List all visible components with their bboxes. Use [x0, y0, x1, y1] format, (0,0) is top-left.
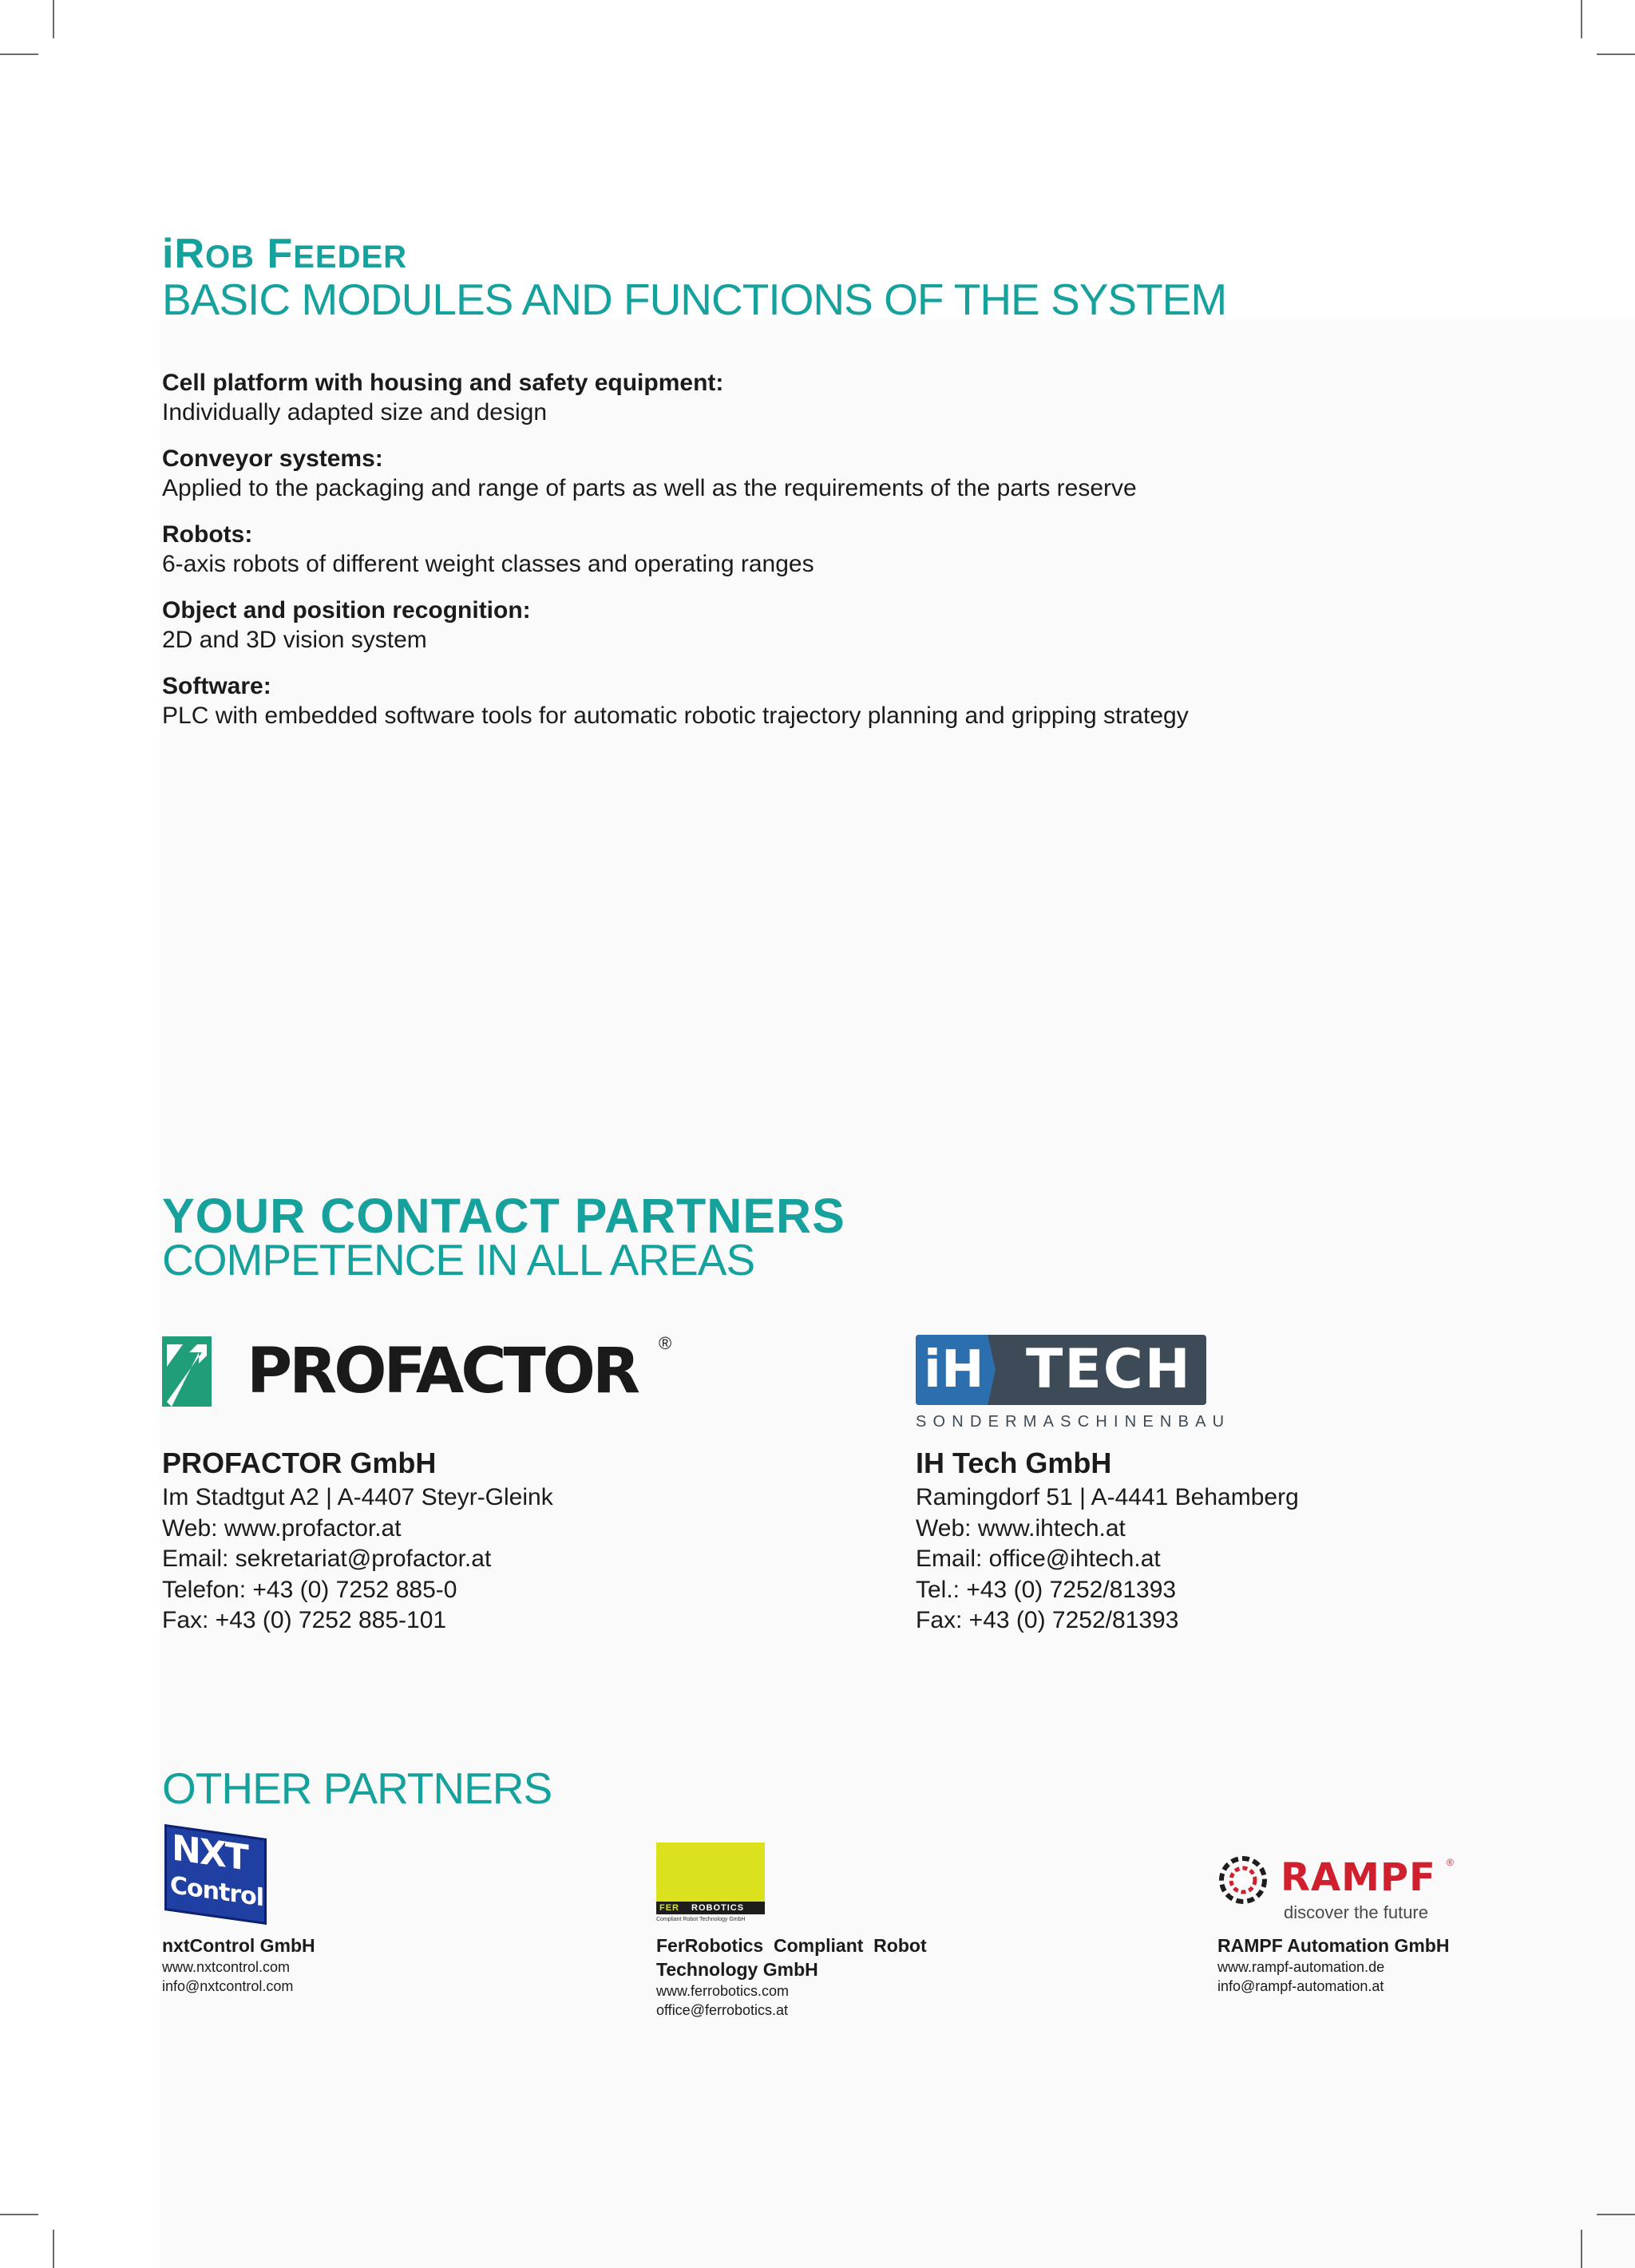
crop-mark — [1581, 2230, 1582, 2268]
ferrobotics-logo-bar — [656, 1902, 765, 1914]
partner-web[interactable]: www.nxtcontrol.com — [162, 1959, 291, 1975]
ihtech-logo-ih: iH — [924, 1340, 984, 1399]
ferrobotics-info — [656, 1934, 927, 2020]
company-address: Ramingdorf 51 | A-4441 Behamberg — [916, 1484, 1299, 1510]
ferrobotics-logo — [656, 1843, 765, 1926]
company-web[interactable]: Web: www.ihtech.at — [916, 1514, 1126, 1542]
module-text: Individually adapted size and design — [162, 399, 548, 425]
company-phone: Tel.: +43 (0) 7252/81393 — [916, 1576, 1177, 1603]
profactor-mark-icon — [162, 1336, 212, 1407]
company-phone: Telefon: +43 (0) 7252 885-0 — [162, 1576, 457, 1603]
module-text: Applied to the packaging and range of parts as well as the requirements of the parts reserve — [162, 475, 1137, 501]
title-part — [255, 231, 267, 277]
profactor-logo-text: PROFACTOR — [247, 1336, 638, 1407]
page-subtitle: BASIC MODULES AND FUNCTIONS OF THE SYSTEM — [162, 275, 1227, 324]
partner-email[interactable]: info@nxtcontrol.com — [162, 1978, 294, 1994]
modules-list — [162, 368, 1439, 747]
company-name: PROFACTOR GmbH — [162, 1447, 437, 1479]
partner-name: nxtControl GmbH — [162, 1935, 315, 1956]
crop-mark — [0, 53, 38, 55]
other-partners-title: OTHER PARTNERS — [162, 1763, 552, 1813]
nxtcontrol-logo — [161, 1828, 271, 1924]
ferrobotics-logo-robotics: ROBOTICS — [691, 1903, 745, 1913]
title-part: R — [174, 231, 206, 277]
crop-mark — [1597, 53, 1635, 55]
partner-web[interactable]: www.ferrobotics.com — [656, 1983, 790, 1999]
crop-mark — [1597, 2214, 1635, 2215]
partner-web[interactable]: www.rampf-automation.de — [1217, 1959, 1385, 1975]
module-item — [162, 520, 1439, 579]
ferrobotics-logo-fer: FER — [659, 1903, 679, 1913]
rampf-logo — [1217, 1854, 1456, 1927]
crop-mark — [1581, 0, 1582, 38]
partner-email[interactable]: info@rampf-automation.at — [1217, 1978, 1384, 1994]
profactor-registered-mark: ® — [659, 1333, 672, 1353]
nxtcontrol-logo-box — [164, 1824, 267, 1925]
crop-mark — [53, 2230, 54, 2268]
module-title: Software: — [162, 673, 271, 699]
partner-email[interactable]: office@ferrobotics.at — [656, 2002, 789, 2018]
ihtech-logo — [916, 1335, 1231, 1431]
company-fax: Fax: +43 (0) 7252/81393 — [916, 1607, 1179, 1633]
ihtech-logo-subtitle: SONDERMASCHINENBAU — [916, 1413, 1231, 1431]
crop-mark — [0, 2214, 38, 2215]
partner-name: RAMPF Automation GmbH — [1217, 1935, 1450, 1956]
rampf-registered-mark: ® — [1447, 1857, 1454, 1868]
ferrobotics-logo-yellow — [656, 1843, 765, 1902]
module-text: 6-axis robots of different weight classes and operating ranges — [162, 551, 814, 577]
company-web[interactable]: Web: www.profactor.at — [162, 1514, 402, 1542]
module-text: 2D and 3D vision system — [162, 627, 427, 653]
partner-name-cont: Technology GmbH — [656, 1959, 818, 1980]
contact-subtitle: COMPETENCE IN ALL AREAS — [162, 1235, 755, 1284]
module-item — [162, 671, 1439, 730]
page-title — [162, 230, 407, 281]
module-item — [162, 596, 1439, 655]
title-part: F — [267, 231, 294, 277]
module-text: PLC with embedded software tools for automatic robotic trajectory planning and gripping strategy — [162, 703, 1189, 729]
rampf-info — [1217, 1934, 1449, 1996]
module-title: Cell platform with housing and safety equipment: — [162, 370, 724, 396]
ihtech-contact — [916, 1447, 1554, 1637]
title-part: OB — [205, 239, 255, 275]
module-item — [162, 444, 1439, 503]
company-address: Im Stadtgut A2 | A-4407 Steyr-Gleink — [162, 1484, 553, 1510]
rampf-tagline: discover the future — [1284, 1902, 1428, 1922]
ihtech-logo-tech: TECH — [1026, 1338, 1192, 1401]
company-name: IH Tech GmbH — [916, 1447, 1112, 1479]
partner-name: FerRobotics Compliant Robot — [656, 1935, 927, 1956]
profactor-contact — [162, 1447, 801, 1637]
rampf-emblem-icon — [1217, 1854, 1269, 1906]
crop-mark — [53, 0, 54, 38]
contact-title: YOUR CONTACT PARTNERS — [162, 1189, 845, 1243]
nxtcontrol-logo-top: NXT — [172, 1827, 247, 1879]
title-part: i — [162, 231, 175, 277]
ferrobotics-logo-tagline: Compliant Robot Technology GmbH — [656, 1917, 746, 1922]
module-title: Object and position recognition: — [162, 597, 531, 623]
title-part: EEDER — [293, 239, 408, 275]
company-email[interactable]: Email: office@ihtech.at — [916, 1546, 1161, 1572]
company-email[interactable]: Email: sekretariat@profactor.at — [162, 1546, 492, 1572]
module-item — [162, 368, 1439, 427]
module-title: Conveyor systems: — [162, 445, 383, 472]
rampf-logo-text: RAMPF — [1281, 1855, 1436, 1900]
nxtcontrol-logo-bottom: Control — [170, 1870, 264, 1913]
company-fax: Fax: +43 (0) 7252 885-101 — [162, 1607, 447, 1633]
nxtcontrol-info — [162, 1934, 315, 1996]
profactor-logo — [162, 1335, 689, 1408]
module-title: Robots: — [162, 521, 253, 548]
ihtech-logo-box — [916, 1335, 1206, 1405]
